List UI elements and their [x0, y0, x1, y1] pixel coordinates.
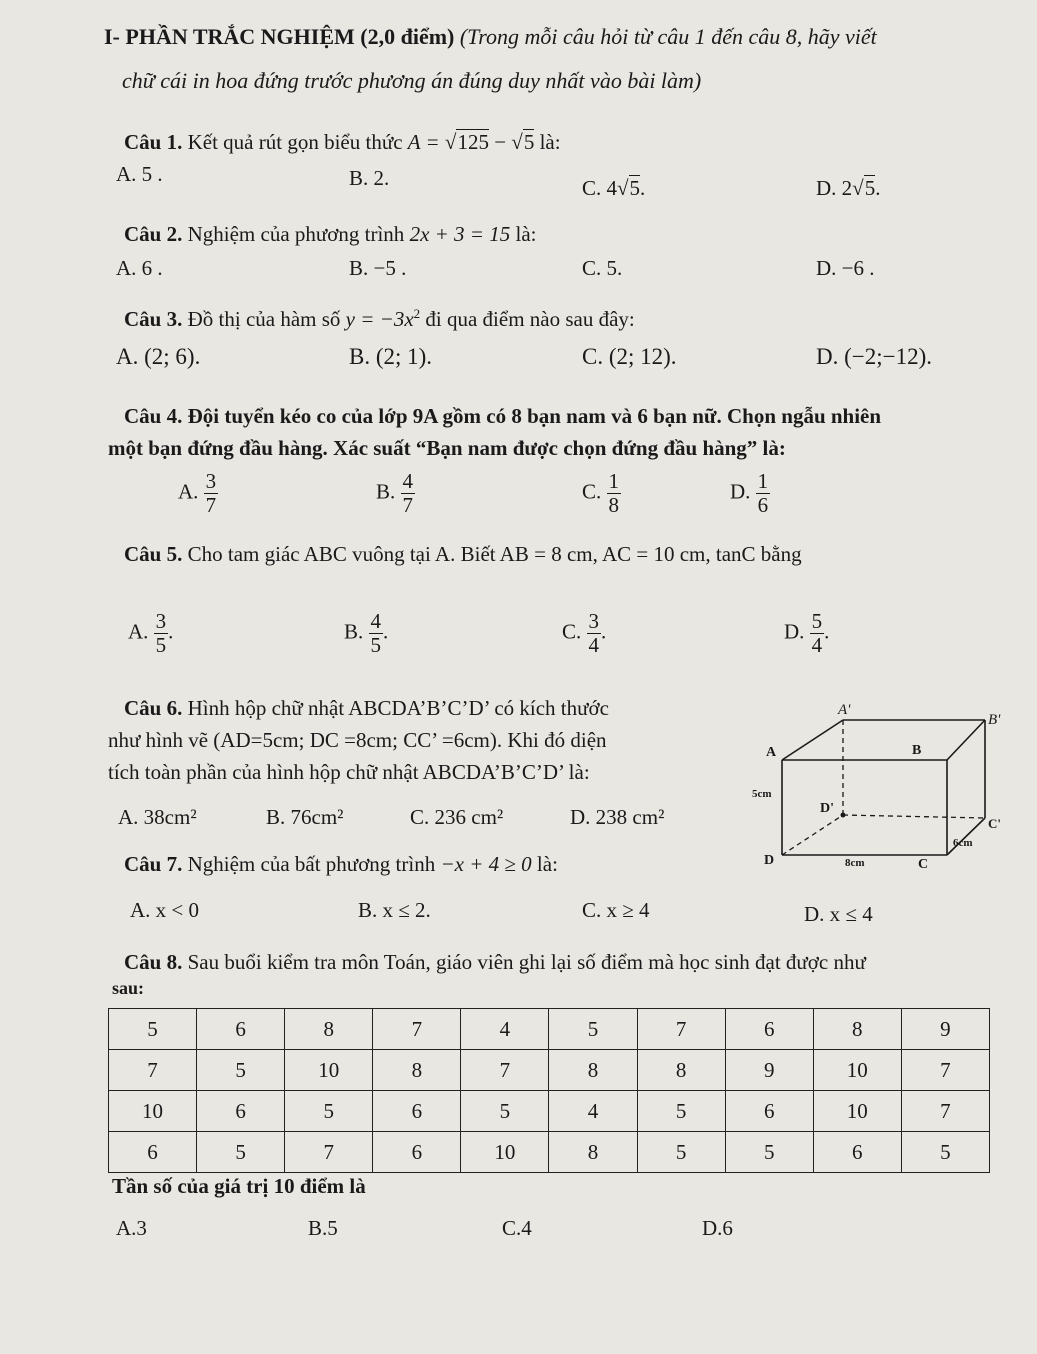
table-cell: 7: [109, 1050, 197, 1091]
table-row: [109, 1009, 990, 1050]
answer-d: D.6: [702, 1216, 733, 1240]
q8-question: Tần số của giá trị 10 điểm là: [112, 1174, 366, 1198]
answer-a: A. 5 .: [116, 162, 163, 186]
table-cell: 8: [637, 1050, 725, 1091]
table-cell: 4: [461, 1009, 549, 1050]
table-cell: 8: [549, 1132, 637, 1173]
period: .: [640, 176, 646, 200]
question-text: Nghiệm của bất phương trình: [187, 852, 436, 876]
table-cell: 8: [285, 1009, 373, 1050]
label-5cm: 5cm: [752, 788, 772, 800]
radicand: 5: [523, 130, 535, 154]
edge-bb1: [947, 720, 985, 760]
section-title: I- PHẦN TRẮC NGHIỆM (2,0 điểm): [104, 24, 455, 49]
table-cell: 5: [901, 1132, 989, 1173]
answer-d: D. $\frac{5}{4}$ .: [784, 609, 830, 658]
table-cell: 5: [461, 1091, 549, 1132]
denominator: 5: [155, 633, 167, 658]
answer-c: C. 5.: [582, 256, 623, 280]
table-cell: 5: [725, 1132, 813, 1173]
table-row: [109, 1132, 990, 1173]
question-text: Hình hộp chữ nhật ABCDA’B’C’D’ có kích thước: [187, 696, 609, 720]
period: .: [875, 176, 881, 200]
answer-b: B. x ≤ 2.: [358, 898, 431, 922]
answer-b: B. 76cm²: [266, 805, 344, 829]
label-c: C: [918, 857, 929, 872]
question-text: Đồ thị của hàm số: [187, 307, 341, 331]
table-cell: 5: [637, 1132, 725, 1173]
answer-b: B. −5 .: [349, 256, 407, 280]
answer-a: A. $\frac{3}{5}$ .: [128, 609, 174, 658]
scores-table: [108, 1008, 990, 1173]
answer-c: C. 236 cm²: [410, 805, 504, 829]
question-text: Đội tuyển kéo co của lớp 9A gồm có 8 bạn nam và 6 bạn nữ. Chọn ngẫu nhiên: [187, 404, 882, 428]
answer-b: B.5: [308, 1216, 338, 1240]
answer-c: C. 4√5.: [582, 176, 646, 200]
table-cell: 5: [197, 1132, 285, 1173]
numerator: 5: [811, 609, 823, 633]
answer-c: C. x ≥ 4: [582, 898, 650, 922]
answer-label: D.: [730, 479, 751, 504]
label-d-prime: D': [820, 801, 834, 816]
answer-a: A.3: [116, 1216, 147, 1240]
question-label: Câu 7.: [124, 852, 183, 876]
table-cell: 6: [725, 1091, 813, 1132]
table-cell: 10: [285, 1050, 373, 1091]
question-label: Câu 1.: [124, 130, 183, 154]
question-text-cont: một bạn đứng đầu hàng. Xác suất “Bạn nam được chọn đứng đầu hàng” là:: [108, 436, 786, 460]
numerator: 4: [370, 609, 382, 633]
table-cell: 6: [197, 1091, 285, 1132]
answer-label: C.: [562, 619, 582, 644]
answer-c: C. $\frac{3}{4}$ .: [562, 609, 607, 658]
question-text-cont: tích toàn phần của hình hộp chữ nhật ABCDA’B’C’D’ là:: [108, 760, 590, 784]
coefficient: 2: [841, 176, 853, 200]
edge-d1c1-hidden: [843, 815, 985, 818]
section-instruction-cont: chữ cái in hoa đứng trước phương án đúng duy nhất vào bài làm): [122, 68, 702, 93]
table-cell: 5: [285, 1091, 373, 1132]
table-cell: 10: [109, 1091, 197, 1132]
question-7: [124, 852, 558, 877]
denominator: 7: [402, 493, 414, 518]
table-cell: 5: [197, 1050, 285, 1091]
table-cell: 7: [285, 1132, 373, 1173]
edge-dd1-hidden: [782, 815, 843, 855]
answer-d: D. x ≤ 4: [804, 902, 873, 926]
label-a-prime: A': [838, 702, 851, 718]
table-cell: 4: [549, 1091, 637, 1132]
equation: 2x + 3 = 15: [409, 222, 511, 246]
numerator: 1: [608, 469, 620, 493]
question-text: Nghiệm của phương trình: [187, 222, 405, 246]
answer-label: A.: [178, 479, 199, 504]
table-cell: 10: [461, 1132, 549, 1173]
answer-d: D. −6 .: [816, 256, 875, 280]
table-cell: 7: [637, 1009, 725, 1050]
table-cell: 6: [373, 1091, 461, 1132]
edge-aa1: [782, 720, 843, 760]
label-a: A: [766, 745, 777, 760]
question-label: Câu 8.: [124, 950, 183, 974]
question-suffix: là:: [536, 852, 558, 876]
question-1: Câu 1. Kết quả rút gọn biểu thức A = √125 − √5 là:: [124, 130, 561, 154]
table-cell: 10: [813, 1091, 901, 1132]
question-label: Câu 2.: [124, 222, 183, 246]
table-cell: 8: [813, 1009, 901, 1050]
numerator: 1: [757, 469, 769, 493]
inequality: −x + 4 ≥ 0: [440, 852, 532, 876]
table-cell: 8: [549, 1050, 637, 1091]
table-cell: 6: [109, 1132, 197, 1173]
denominator: 5: [370, 633, 382, 658]
expression-prefix: A =: [407, 130, 445, 154]
exponent: 2: [413, 306, 421, 321]
label-6cm: 6cm: [953, 837, 973, 849]
label-b-prime: B': [988, 712, 1001, 728]
table-row: [109, 1050, 990, 1091]
table-cell: 7: [901, 1091, 989, 1132]
radicand: 5: [629, 176, 641, 200]
table-cell: 7: [461, 1050, 549, 1091]
answer-b: B. $\frac{4}{5}$ .: [344, 609, 389, 658]
denominator: 8: [608, 493, 620, 518]
label-c-prime: C': [988, 816, 1001, 831]
table-cell: 6: [813, 1132, 901, 1173]
answer-label: B.: [344, 619, 364, 644]
answer-a: A. 6 .: [116, 256, 163, 280]
section-instruction: (Trong mỗi câu hỏi từ câu 1 đến câu 8, hãy viết: [459, 24, 877, 49]
label-d: D: [764, 853, 775, 868]
table-cell: 9: [901, 1009, 989, 1050]
table-cell: 10: [813, 1050, 901, 1091]
table-cell: 7: [373, 1009, 461, 1050]
denominator: 7: [205, 493, 217, 518]
label-8cm: 8cm: [845, 857, 865, 869]
numerator: 3: [205, 469, 217, 493]
answer-a: A. x < 0: [130, 898, 200, 922]
answer-b: B. 2.: [349, 166, 390, 190]
question-label: Câu 6.: [124, 696, 183, 720]
answer-c: C. (2; 12).: [582, 344, 677, 369]
radicand: 5: [864, 176, 876, 200]
table-cell: 9: [725, 1050, 813, 1091]
minus-sign: −: [488, 130, 512, 154]
question-label: Câu 3.: [124, 307, 183, 331]
table-cell: 7: [901, 1050, 989, 1091]
answer-label: D.: [784, 619, 805, 644]
answer-d: D. 238 cm²: [570, 805, 665, 829]
table-cell: 6: [373, 1132, 461, 1173]
question-suffix: là:: [515, 222, 537, 246]
answer-d: D. (−2;−12).: [816, 344, 933, 369]
question-label: Câu 5.: [124, 542, 183, 566]
question-suffix: đi qua điểm nào sau đây:: [425, 307, 635, 331]
table-row: [109, 1091, 990, 1132]
question-text: Kết quả rút gọn biểu thức: [187, 130, 403, 154]
answer-d: D. 2√5.: [816, 176, 881, 200]
numerator: 3: [155, 609, 167, 633]
coefficient: 4: [606, 176, 618, 200]
table-cell: 6: [197, 1009, 285, 1050]
numerator: 4: [402, 469, 414, 493]
table-cell: 5: [549, 1009, 637, 1050]
label-b: B: [912, 743, 922, 758]
function: y = −3x: [345, 307, 414, 331]
question-text: Cho tam giác ABC vuông tại A. Biết AB = 8 cm, AC = 10 cm, tanC bằng: [187, 542, 802, 566]
question-text-cont: như hình vẽ (AD=5cm; DC =8cm; CC’ =6cm). Khi đó diện: [108, 728, 607, 752]
table-cell: 5: [109, 1009, 197, 1050]
answer-label: B.: [376, 479, 396, 504]
radicand: 125: [457, 130, 489, 154]
answer-label: C.: [582, 176, 602, 200]
question-text-cont: sau:: [112, 978, 145, 998]
question-suffix: là:: [539, 130, 561, 154]
denominator: 4: [811, 633, 823, 658]
answer-label: C.: [582, 479, 602, 504]
denominator: 4: [588, 633, 600, 658]
answer-b: B. (2; 1).: [349, 344, 433, 369]
answer-c: C.4: [502, 1216, 532, 1240]
vertex-d-prime: [841, 813, 846, 818]
answer-label: D.: [816, 176, 837, 200]
answer-a: A. 38cm²: [118, 805, 197, 829]
numerator: 3: [588, 609, 600, 633]
table-cell: 5: [637, 1091, 725, 1132]
answer-a: A. (2; 6).: [116, 344, 201, 369]
question-label: Câu 4.: [124, 404, 183, 428]
question-text: Sau buổi kiểm tra môn Toán, giáo viên ghi lại số điểm mà học sinh đạt được như: [187, 950, 866, 974]
answer-label: A.: [128, 619, 149, 644]
question-8: [124, 950, 866, 975]
table-cell: 8: [373, 1050, 461, 1091]
table-cell: 6: [725, 1009, 813, 1050]
denominator: 6: [757, 493, 769, 518]
